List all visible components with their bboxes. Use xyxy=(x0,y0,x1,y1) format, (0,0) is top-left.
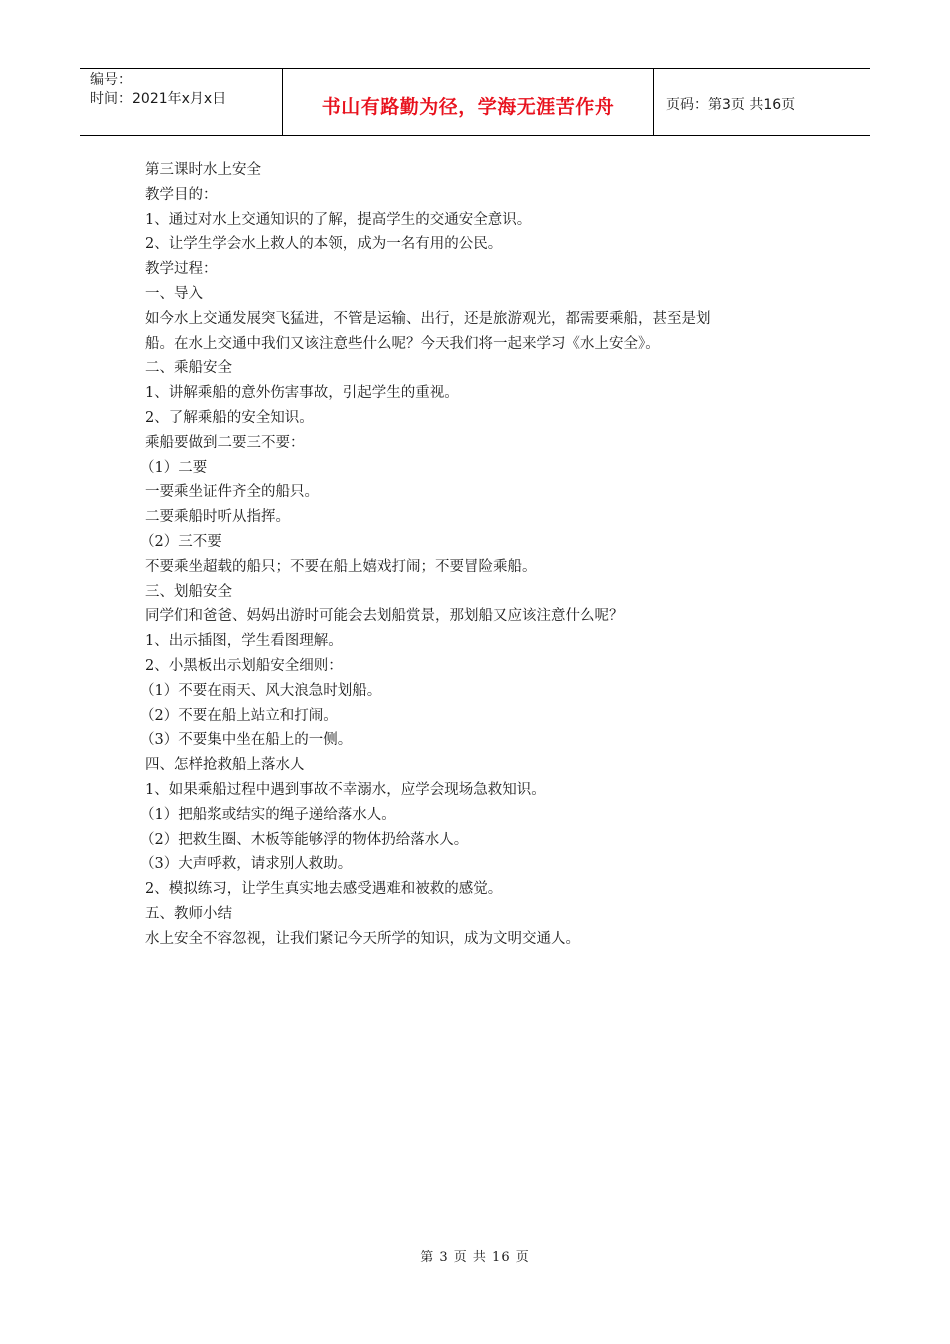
header-motto-cell xyxy=(282,69,654,135)
body-line: 1、如果乘船过程中遇到事故不幸溺水，应学会现场急救知识。 xyxy=(145,781,546,798)
serial-number-label: 编号： xyxy=(90,72,132,88)
body-line: 教学过程： xyxy=(145,261,218,278)
body-line: 第三课时水上安全 xyxy=(145,162,261,178)
page-header xyxy=(80,68,870,136)
header-page-cell xyxy=(654,69,870,135)
body-line: 2、让学生学会水上救人的本领，成为一名有用的公民。 xyxy=(145,236,503,253)
body-line: 1、讲解乘船的意外伤害事故，引起学生的重视。 xyxy=(145,385,459,402)
body-line: 一要乘坐证件齐全的船只。 xyxy=(145,484,319,501)
body-line: 二要乘船时听从指挥。 xyxy=(145,509,290,526)
body-line: 2、模拟练习，让学生真实地去感受遇难和被救的感觉。 xyxy=(145,881,503,898)
body-line: （2）不要在船上站立和打闹。 xyxy=(140,707,338,724)
body-line: 1、出示插图，学生看图理解。 xyxy=(145,633,343,650)
body-line: 乘船要做到二要三不要： xyxy=(145,434,305,451)
date-label: 时间：2021年x月x日 xyxy=(90,91,227,107)
body-line: （3）大声呼救，请求别人救助。 xyxy=(140,856,353,873)
body-line: 四、怎样抢救船上落水人 xyxy=(145,757,305,774)
body-line: 如今水上交通发展突飞猛进，不管是运输、出行，还是旅游观光，都需要乘船，甚至是划 xyxy=(145,310,711,327)
page-footer: 第 3 页 共 16 页 xyxy=(420,1250,530,1265)
body-line: 2、小黑板出示划船安全细则： xyxy=(145,657,343,674)
body-line: 三、划船安全 xyxy=(145,583,232,600)
body-line: （2）三不要 xyxy=(140,533,222,550)
body-line: （1）二要 xyxy=(140,459,208,476)
header-meta-cell xyxy=(80,69,282,135)
body-line: 同学们和爸爸、妈妈出游时可能会去划船赏景，那划船又应该注意什么呢？ xyxy=(145,608,624,625)
page-number-label: 页码：第3页 共16页 xyxy=(666,97,796,113)
body-line: 不要乘坐超载的船只；不要在船上嬉戏打闹；不要冒险乘船。 xyxy=(145,558,537,575)
body-line: （1）不要在雨天、风大浪急时划船。 xyxy=(140,682,382,699)
body-line: （1）把船浆或结实的绳子递给落水人。 xyxy=(140,806,396,823)
body-line: （2）把救生圈、木板等能够浮的物体扔给落水人。 xyxy=(140,831,469,848)
body-line: 教学目的： xyxy=(145,186,218,203)
body-line: 水上安全不容忽视，让我们紧记今天所学的知识，成为文明交通人。 xyxy=(145,930,580,947)
body-line: 1、通过对水上交通知识的了解，提高学生的交通安全意识。 xyxy=(145,211,532,228)
body-line: 二、乘船安全 xyxy=(145,360,232,377)
body-line: 2、了解乘船的安全知识。 xyxy=(145,409,314,426)
body-line: 五、教师小结 xyxy=(145,905,232,922)
body-line: 一、导入 xyxy=(145,285,203,302)
body-line: （3）不要集中坐在船上的一侧。 xyxy=(140,732,353,749)
body-line: 船。在水上交通中我们又该注意些什么呢？今天我们将一起来学习《水上安全》。 xyxy=(145,335,660,352)
document-body xyxy=(140,158,825,952)
motto-text: 书山有路勤为径，学海无涯苦作舟 xyxy=(321,95,615,118)
